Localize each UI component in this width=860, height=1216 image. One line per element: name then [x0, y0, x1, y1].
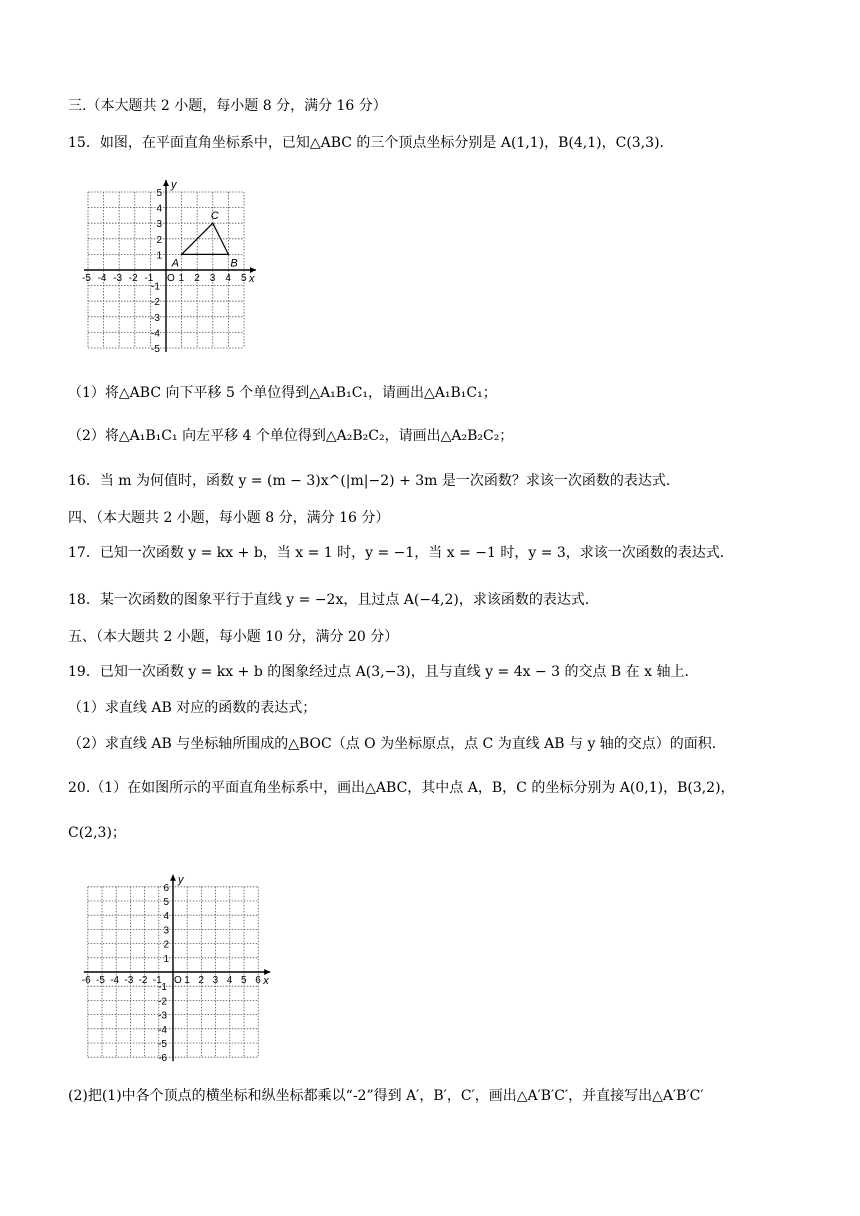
question-15: 15．如图，在平面直角坐标系中，已知△ABC 的三个顶点坐标分别是 A(1,1)，B(4,1)，C(3,3)． [68, 135, 674, 151]
question-20: 20.（1）在如图所示的平面直角坐标系中，画出△ABC，其中点 A，B，C 的坐标分别为 A(0,1)，B(3,2)， [68, 780, 735, 796]
y-axis-label: y [178, 873, 184, 886]
question-19-part-1: （1）求直线 AB 对应的函数的表达式； [68, 700, 317, 716]
coordinate-grid-1 [66, 168, 266, 368]
y-tick-label: 1 [163, 953, 170, 965]
y-tick-label: 5 [156, 188, 163, 199]
x-tick-label: 2 [194, 273, 200, 284]
x-tick-label: O [174, 975, 182, 986]
y-tick-label: 2 [163, 939, 170, 951]
x-tick-label: 5 [241, 273, 247, 284]
x-tick-label: 1 [178, 273, 185, 284]
x-tick-label: -4 [97, 273, 107, 284]
x-tick-label: -4 [110, 975, 120, 986]
x-tick-label: 2 [198, 975, 204, 986]
y-tick-label: -1 [151, 281, 160, 293]
question-15-part-2: （2）将△A₁B₁C₁ 向左平移 4 个单位得到△A₂B₂C₂，请画出△A₂B₂C₂； [68, 428, 514, 444]
y-tick-label: 2 [156, 234, 163, 246]
x-tick-label: 4 [226, 975, 233, 986]
question-20-part-2: (2)把(1)中各个顶点的横坐标和纵坐标都乘以“-2”得到 A′，B′，C′，画出△A′B′C′，并直接写出△A′B′C′ [68, 1088, 704, 1104]
y-tick-label: -6 [158, 1053, 167, 1065]
x-tick-label: -2 [138, 975, 148, 986]
question-16: 16．当 m 为何值时，函数 y = (m − 3)x^(|m|−2) + 3m 是一次函数？求该一次函数的表达式． [68, 473, 680, 489]
y-tick-label: 5 [163, 897, 170, 908]
point-label-b: B [230, 257, 238, 270]
y-tick-label: 3 [163, 925, 170, 937]
y-tick-label: 6 [163, 882, 170, 894]
y-tick-label: -4 [151, 328, 160, 340]
x-axis-label: x [263, 975, 269, 987]
y-tick-label: -3 [158, 1010, 167, 1022]
x-tick-label: -3 [124, 975, 134, 986]
point-label-a: A [171, 257, 179, 270]
section-5-heading: 五、（本大题共 2 小题，每小题 10 分，满分 20 分） [68, 629, 399, 645]
x-tick-label: -5 [96, 975, 105, 986]
y-tick-label: -2 [158, 996, 167, 1008]
y-tick-label: 4 [156, 203, 163, 215]
question-17: 17．已知一次函数 y = kx + b，当 x = 1 时，y = −1，当 x = −1 时，y = 3，求该一次函数的表达式． [68, 545, 734, 561]
x-tick-label: -6 [81, 975, 91, 986]
y-tick-label: 1 [156, 250, 163, 262]
x-tick-label: -1 [144, 273, 154, 284]
x-tick-label: 4 [225, 273, 231, 284]
x-tick-label: 3 [212, 975, 219, 986]
x-tick-label: 3 [209, 273, 216, 284]
x-tick-label: O [167, 273, 175, 284]
y-axis-arrow [170, 875, 176, 881]
section-3-heading: 三.（本大题共 2 小题，每小题 8 分，满分 16 分） [68, 98, 387, 114]
y-tick-label: 3 [156, 219, 163, 231]
x-tick-label: 5 [241, 975, 247, 986]
question-19-part-2: （2）求直线 AB 与坐标轴所围成的△BOC（点 O 为坐标原点，点 C 为直线 AB 与 y 轴的交点）的面积． [68, 736, 726, 752]
y-tick-label: -5 [151, 344, 160, 355]
x-tick-label: 1 [184, 975, 190, 986]
y-tick-label: -2 [151, 297, 160, 309]
y-tick-label: 4 [163, 911, 170, 923]
question-18: 18．某一次函数的图象平行于直线 y = −2x，且过点 A(−4,2)，求该函数的表达式． [68, 592, 599, 608]
question-20-continued: C(2,3)； [68, 825, 126, 841]
y-tick-label: -5 [158, 1039, 167, 1050]
x-tick-label: -1 [152, 975, 162, 986]
y-tick-label: -3 [151, 312, 160, 324]
x-tick-label: -3 [113, 273, 123, 284]
y-tick-label: -4 [158, 1024, 167, 1036]
section-4-heading: 四、（本大题共 2 小题，每小题 8 分，满分 16 分） [68, 510, 390, 526]
coordinate-grid-2 [66, 862, 276, 1072]
point-label-c: C [210, 210, 219, 223]
question-19: 19．已知一次函数 y = kx + b 的图象经过点 A(3,−3)，且与直线 y = 4x − 3 的交点 B 在 x 轴上． [68, 664, 699, 680]
x-tick-label: -2 [128, 273, 138, 284]
x-axis-label: x [249, 273, 255, 285]
question-15-part-1: （1）将△ABC 向下平移 5 个单位得到△A₁B₁C₁，请画出△A₁B₁C₁； [68, 385, 497, 401]
x-tick-label: -5 [82, 273, 91, 284]
x-tick-label: 6 [255, 975, 261, 986]
y-tick-label: -1 [158, 982, 167, 994]
y-axis-label: y [171, 179, 177, 191]
y-axis-arrow [163, 180, 169, 186]
